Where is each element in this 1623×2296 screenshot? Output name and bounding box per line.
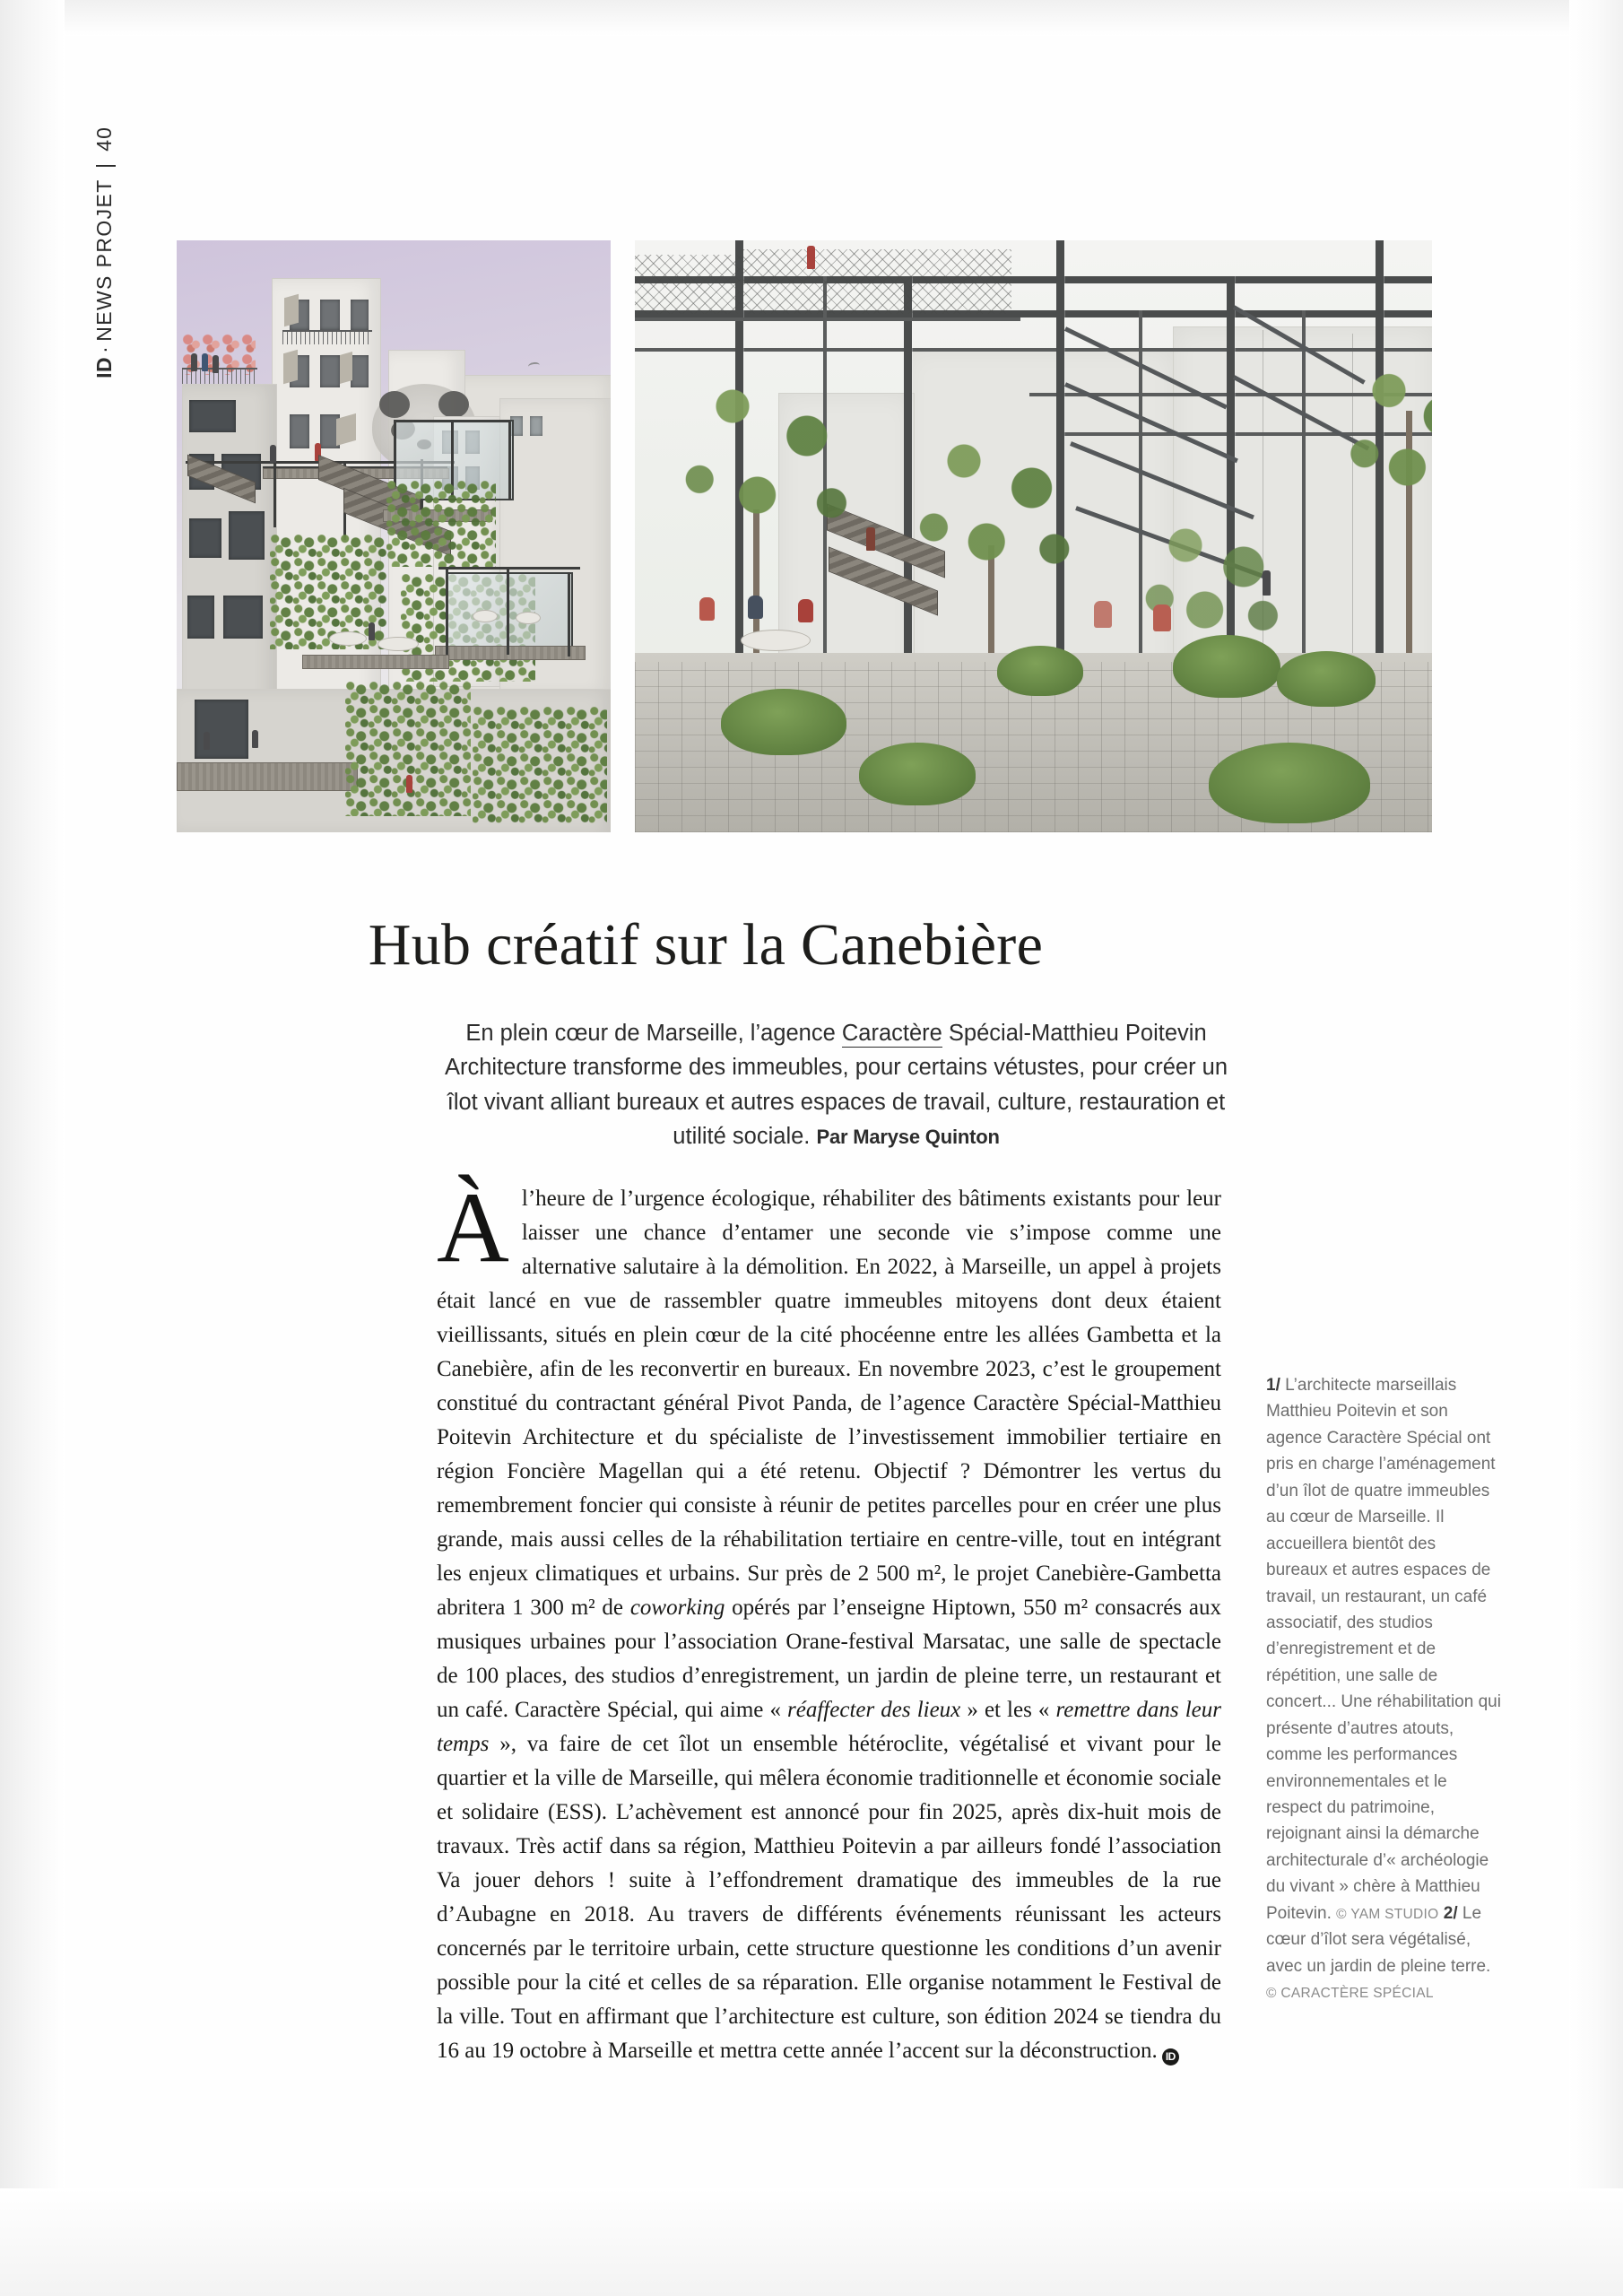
credit-1: © YAM STUDIO	[1336, 1906, 1439, 1922]
restaurant-pavilion	[446, 572, 573, 655]
figure	[204, 732, 210, 750]
standfirst-line2: Architecture transforme des immeubles, pour certains vétustes,	[444, 1055, 1086, 1081]
page-title: Hub créatif sur la Canebière	[368, 912, 1044, 978]
figure	[1263, 570, 1271, 596]
planting-bed	[1209, 743, 1370, 823]
body-text-part1: l’heure de l’urgence écologique, réhabiliter des bâtiments existants pour leur laisser une chance d’entamer une seconde vie s’impose comme une alternative salutaire à la démolition. En 2022, à Marseille, un appel à projets était lancé en vue de rassembler quatre immeubles mitoyens dont deux étaient vieillissants, situés en plein cœur de la cité phocéenne entre les allées Gambetta et la Canebière, afin de les reconvertir en bureaux. En novembre 2023, c’est le groupement constitué du contractant général Pivot Panda, de l’agence Caractère Spécial-Matthieu Poitevin Architecture et du spécialiste de l’investissement immobilier tertiaire en région Foncière Magellan qui a été retenu. Objectif ? Démontrer les vertus du remembrement foncier qui consiste à réunir de petites parcelles pour en créer une plus grande, mais aussi celles de la réhabilitation tertiaire en centre-ville, tout en intégrant les enjeux climatiques et urbains. Sur près de 2 500 m², le projet Canebière-Gambetta abritera 1 300 m² de	[437, 1187, 1221, 1620]
body-text-part4: », va faire de cet îlot un ensemble hétéroclite, végétalisé et vivant pour le quartier et la ville de Marseille, qui mêlera économie traditionnelle et économie sociale et solidaire (ESS). L’achèvement est annoncé pour fin 2025, après dix-huit mois de travaux. Très actif dans sa région, Matthieu Poitevin a par ailleurs fondé l’association Va jouer dehors ! suite à l’effondrement dramatique des immeubles de la rue d’Aubagne en 2018. Au travers de différents événements réunissant les acteurs concernés par le territoire urbain, cette structure questionne les conditions d’un avenir possible pour la cité et celles de sa réparation. Elle organise notamment le Festival de la ville. Tout en affirmant que l’architecture est culture, son édition 2024 se tiendra du 16 au 19 octobre à Marseille et mettra cette année l’accent sur la déconstruction.	[437, 1732, 1221, 2063]
ground-paving	[177, 762, 358, 791]
table	[378, 637, 419, 651]
seated-figure	[699, 597, 715, 621]
body-text-part2: opérés par l’enseigne Hiptown, 550 m² consacrés aux musiques urbaines pour l’association Orane-festival Marsatac, une salle de spectacle de 100 places, des studios d’enregistrement, un jardin de pleine terre, un restaurant et un café. Caractère Spécial, qui aime «	[437, 1596, 1222, 1722]
folio-divider: |	[91, 161, 116, 169]
figure	[202, 353, 208, 371]
window	[189, 518, 221, 558]
page-edge-right	[1569, 0, 1623, 2296]
climbing-vegetation	[345, 682, 471, 816]
pavilion-post	[446, 569, 448, 655]
planting-bed	[997, 646, 1083, 696]
page-number: 40	[91, 126, 116, 152]
drop-cap: À	[437, 1172, 509, 1283]
window	[187, 596, 214, 639]
table	[473, 610, 498, 622]
pavilion-post	[507, 569, 509, 655]
terrace-deck	[302, 655, 449, 669]
steel-post	[273, 461, 276, 527]
window	[530, 416, 542, 436]
table	[516, 612, 541, 624]
window	[223, 596, 263, 639]
figure	[213, 355, 219, 373]
seated-figure	[1153, 604, 1171, 631]
figure	[252, 730, 258, 748]
seated-figure	[1094, 601, 1112, 628]
pavilion-beam	[438, 567, 580, 570]
climbing-vegetation	[473, 707, 607, 823]
window	[290, 414, 309, 448]
figure	[807, 246, 815, 269]
body-paragraph	[437, 1172, 1222, 2068]
folio-rail	[86, 126, 122, 617]
figure	[191, 353, 197, 371]
page-edge-top	[0, 0, 1623, 36]
italic-coworking: coworking	[629, 1596, 725, 1620]
publication-mark: ID	[91, 356, 116, 378]
italic-quote-1: réaffecter des lieux	[787, 1698, 961, 1722]
byline: Par Maryse Quinton	[816, 1125, 1000, 1148]
folio-separator: ·	[91, 344, 116, 353]
section-name: NEWS PROJET	[91, 178, 116, 342]
standfirst-line3: pour créer un îlot vivant alliant bureaux et autres espaces de travail,	[447, 1055, 1228, 1115]
restaurant-deck	[435, 646, 586, 660]
body-text-part3: » et les «	[960, 1698, 1056, 1722]
seated-figure	[798, 599, 813, 622]
planting-bed	[1277, 651, 1376, 707]
italic-quote-2: remettre dans leur temps	[437, 1698, 1221, 1756]
window	[320, 355, 340, 387]
planting-bed	[1173, 635, 1280, 698]
figure	[369, 622, 375, 640]
image-band	[177, 240, 1432, 832]
agency-name-underlined: Caractère	[841, 1021, 942, 1046]
figure-on-stairs	[866, 527, 875, 551]
mesh-balustrade	[635, 255, 741, 314]
photo-garden-render	[635, 240, 1432, 832]
climbing-vegetation	[386, 481, 496, 567]
pavilion-post	[568, 572, 570, 657]
figure	[406, 775, 412, 793]
outdoor-table	[741, 630, 811, 651]
planting-bed	[859, 743, 976, 805]
standfirst-line1a: En plein cœur de Marseille, l’agence	[465, 1021, 842, 1046]
article-body	[437, 1172, 1222, 2068]
figure	[270, 445, 276, 463]
window-shutter	[284, 294, 299, 327]
standfirst	[435, 1016, 1237, 1153]
mesh-balustrade	[742, 249, 1011, 314]
window-shutter	[340, 352, 352, 384]
standfirst-line1b: Spécial-Matthieu Poitevin	[942, 1021, 1207, 1046]
pavilion-post	[508, 422, 511, 500]
window	[189, 400, 236, 432]
window	[351, 300, 369, 330]
caption-1-number: 1/	[1266, 1376, 1280, 1395]
window	[320, 300, 340, 330]
pavilion-beam	[394, 420, 510, 422]
standfirst-line4: culture, restauration et utilité sociale.	[673, 1089, 1226, 1149]
page-edge-bottom	[0, 2188, 1623, 2296]
photo-courtyard-render	[177, 240, 611, 832]
planting-bed	[721, 689, 846, 755]
caption-1-text: L’architecte marseillais Matthieu Poitevin et son agence Caractère Spécial ont pris en charge l’aménagement d’un îlot de quatre immeubles au cœur de Marseille. Il accueillera bientôt des bureaux et autres espaces de travail, un restaurant, un café associatif, des studios d’enregistrement et de répétition, une salle de concert... Une réhabilitation qui présente d’autres atouts, comme les performances environnementales et le respect du patrimoine, rejoignant ainsi la démarche architecturale d’« archéologie du vivant » chère à Matthieu Poitevin.	[1266, 1376, 1501, 1923]
credit-2: © CARACTÈRE SPÉCIAL	[1266, 1986, 1434, 2002]
caption-block	[1266, 1372, 1501, 2006]
window-shutter	[336, 413, 356, 446]
caption-2-number: 2/	[1443, 1903, 1458, 1923]
caption-column	[1266, 1372, 1501, 2006]
walkway-edge	[635, 317, 1020, 321]
folio-text	[92, 126, 117, 378]
caption-2-text: Le cœur d’îlot sera végétalisé, avec un jardin de pleine terre.	[1266, 1903, 1491, 1976]
table	[329, 631, 367, 646]
steel-brace	[1302, 310, 1306, 705]
page-edge-left	[0, 0, 65, 2296]
end-mark: ID	[1162, 2048, 1179, 2066]
window-shutter	[283, 350, 298, 385]
window	[229, 511, 265, 560]
window	[351, 355, 369, 387]
balcony-railing	[282, 330, 372, 344]
seated-figure	[748, 596, 763, 619]
ground-opening	[195, 700, 248, 759]
